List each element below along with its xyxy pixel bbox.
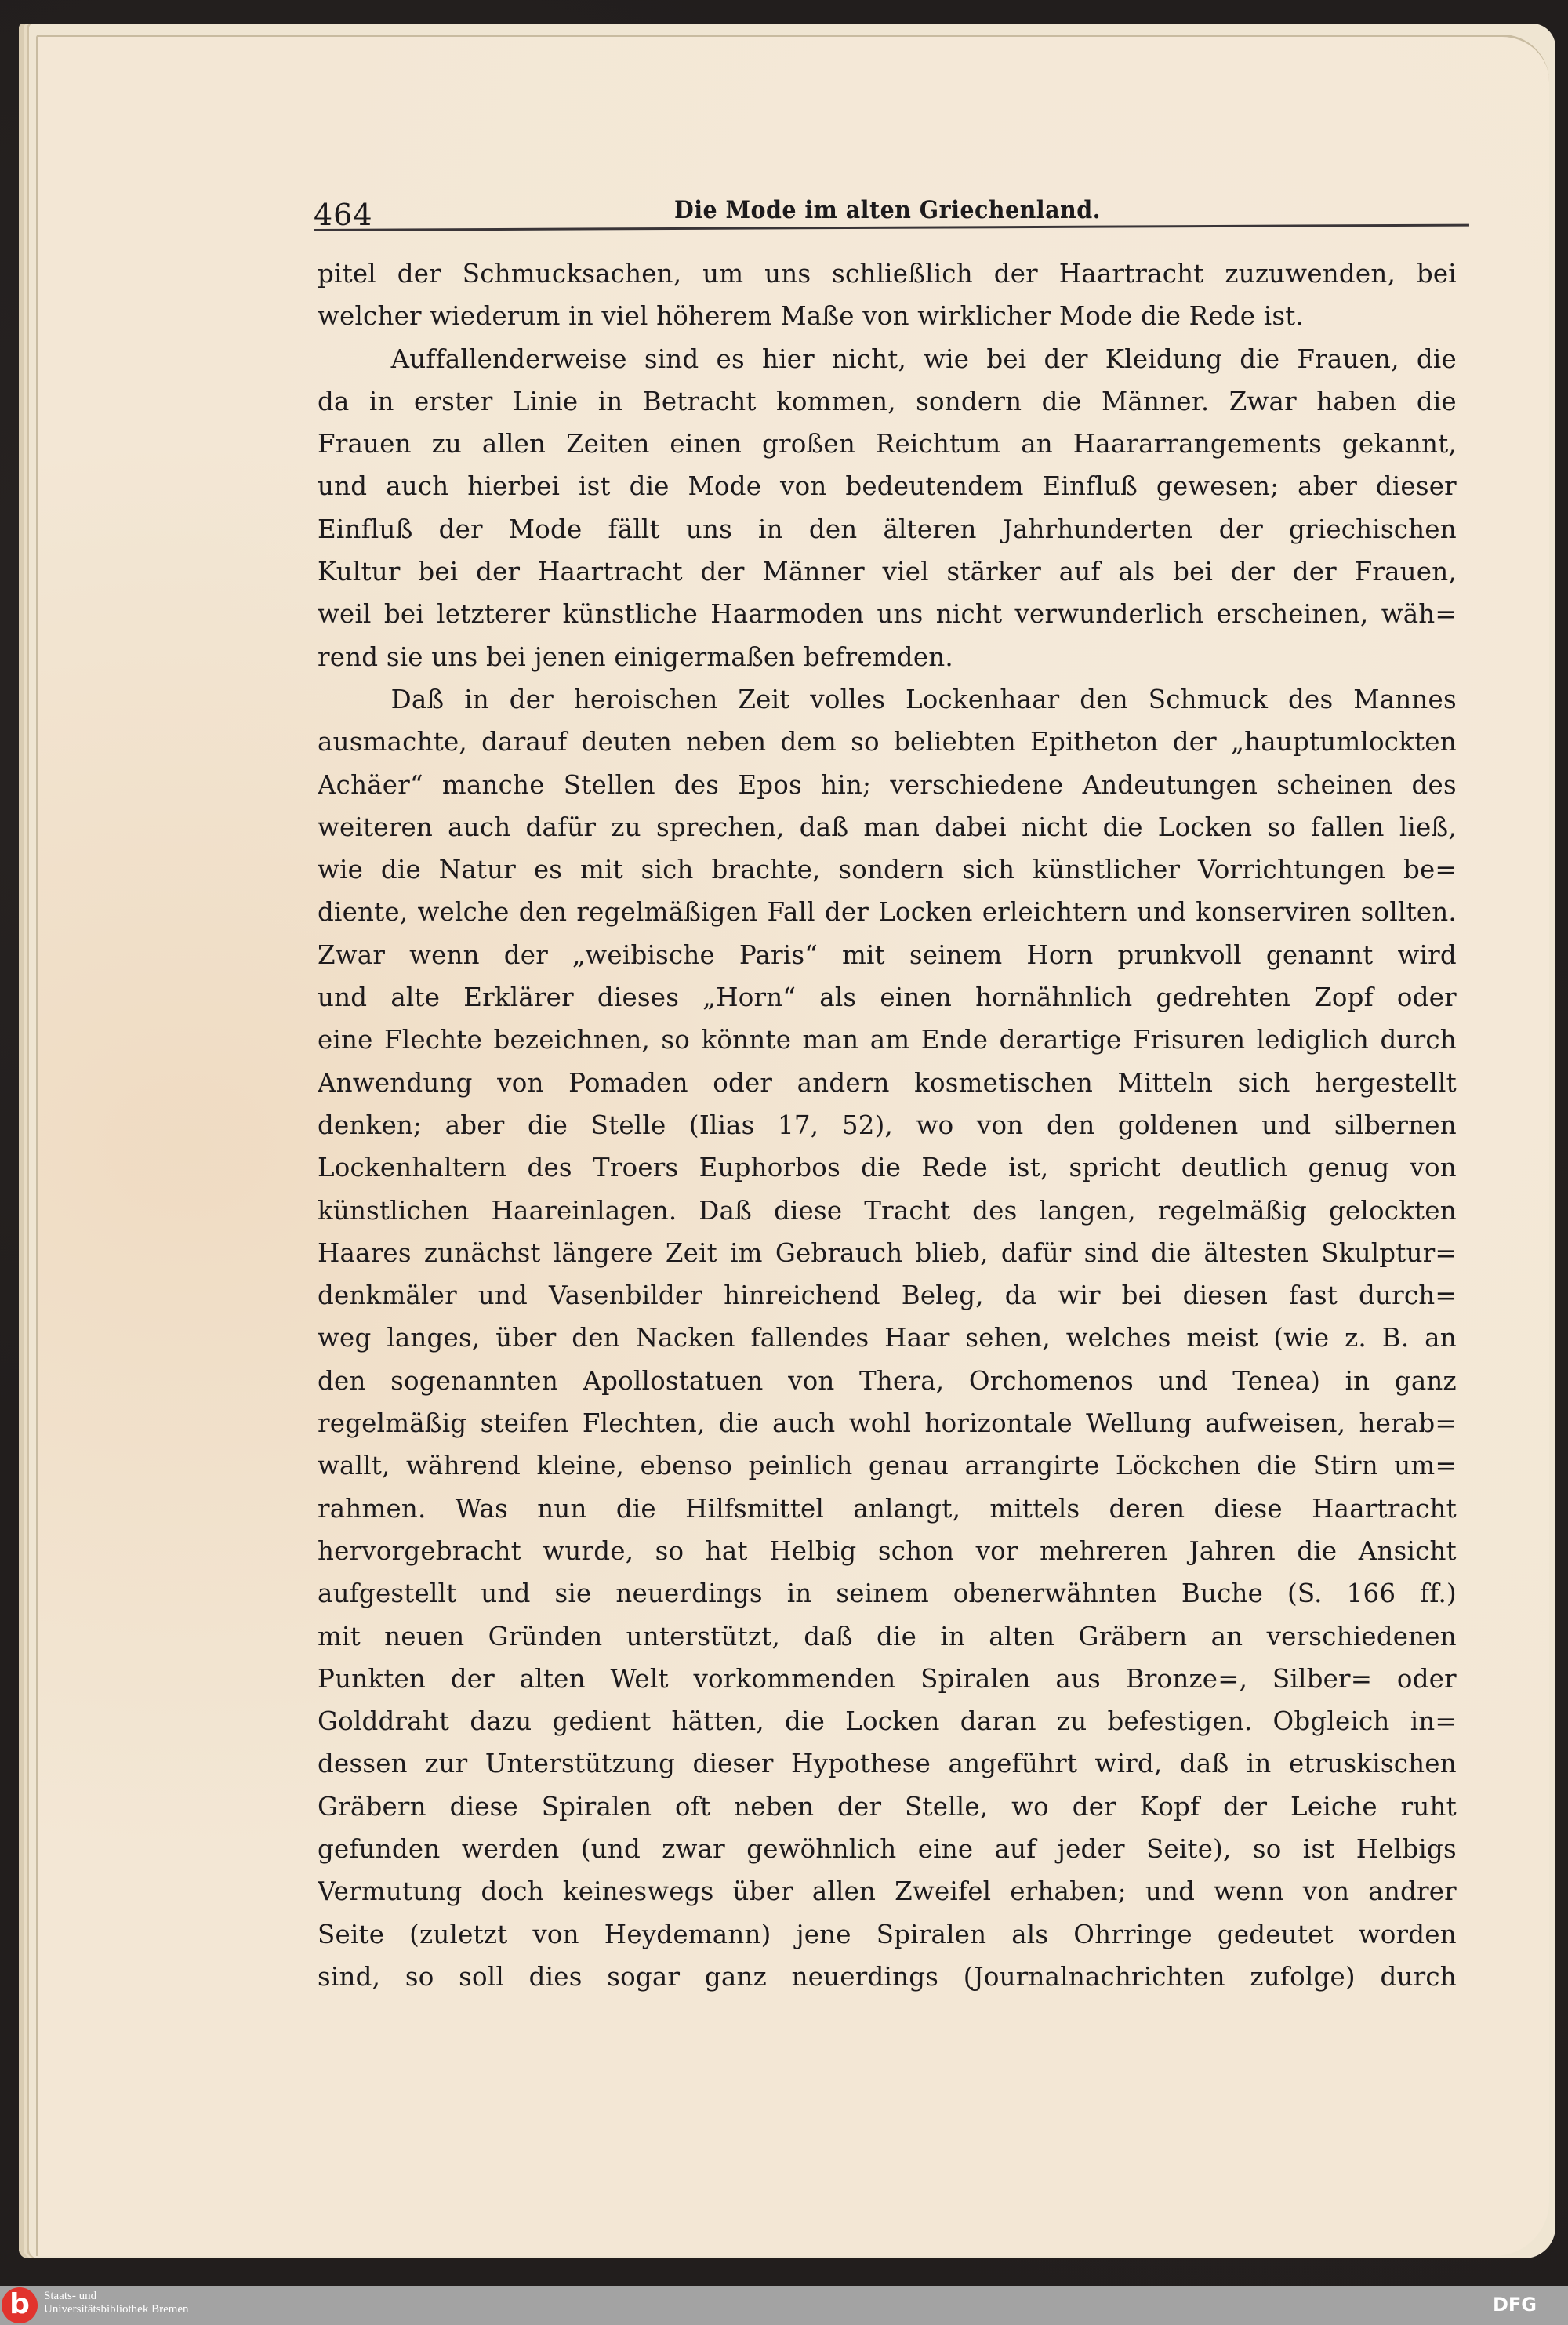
library-name-line1: Staats- und	[44, 2290, 97, 2302]
text-line: rend sie uns bei jenen einigermaßen befremden.	[318, 641, 953, 672]
text-line: Vermutung doch keineswegs über allen Zweifel erhaben; und wenn von andrer	[318, 1876, 1457, 1907]
text-line: welcher wiederum in viel höherem Maße von wirklicher Mode die Rede ist.	[318, 300, 1305, 332]
library-name[interactable]	[44, 2290, 189, 2316]
footer-bar	[0, 2286, 1568, 2325]
text-line: wie die Natur es mit sich brachte, sondern sich künstlicher Vorrichtungen be=	[318, 854, 1457, 885]
text-line: Zwar wenn der „weibische Paris“ mit seinem Horn prunkvoll genannt wird	[318, 939, 1457, 970]
text-line: und auch hierbei ist die Mode von bedeutendem Einfluß gewesen; aber dieser	[318, 470, 1457, 502]
text-line: Haares zunächst längere Zeit im Gebrauch blieb, dafür sind die ältesten Skulptur=	[318, 1237, 1457, 1268]
text-line: Gräbern diese Spiralen oft neben der Stelle, wo der Kopf der Leiche ruht	[318, 1790, 1457, 1822]
text-line: Achäer“ manche Stellen des Epos hin; verschiedene Andeutungen scheinen des	[318, 768, 1457, 800]
text-line: regelmäßig steifen Flechten, die auch wohl horizontale Wellung aufweisen, herab=	[318, 1408, 1457, 1439]
body-text	[318, 252, 1474, 1998]
running-title: Die Mode im alten Griechenland.	[674, 196, 1102, 224]
text-line: eine Flechte bezeichnen, so könnte man am Ende derartige Frisuren lediglich durch	[318, 1024, 1457, 1055]
dfg-logo[interactable]: DFG	[1492, 2294, 1537, 2316]
text-line: Auffallenderweise sind es hier nicht, wie bei der Kleidung die Frauen, die	[390, 343, 1457, 374]
text-line: pitel der Schmucksachen, um uns schließlich der Haartracht zuzuwenden, bei	[318, 258, 1457, 289]
text-line: diente, welche den regelmäßigen Fall der Locken erleichtern und konserviren sollten.	[318, 896, 1457, 928]
text-line: denken; aber die Stelle (Ilias 17, 52), wo von den goldenen und silbernen	[318, 1109, 1457, 1140]
text-line: mit neuen Gründen unterstützt, daß die in alten Gräbern an verschiedenen	[318, 1620, 1457, 1651]
text-line: Golddraht dazu gedient hätten, die Locken daran zu befestigen. Obgleich in=	[318, 1706, 1457, 1737]
text-line: künstlichen Haareinlagen. Daß diese Tracht des langen, regelmäßig gelockten	[318, 1194, 1457, 1226]
text-line: Frauen zu allen Zeiten einen großen Reichtum an Haararrangements gekannt,	[318, 428, 1457, 460]
library-name-line2: Universitätsbibliothek Bremen	[44, 2303, 189, 2316]
text-line: Lockenhaltern des Troers Euphorbos die Rede ist, spricht deutlich genug von	[318, 1152, 1457, 1183]
text-line: Seite (zuletzt von Heydemann) jene Spiralen als Ohrringe gedeutet worden	[318, 1918, 1457, 1949]
text-line: gefunden werden (und zwar gewöhnlich eine auf jeder Seite), so ist Helbigs	[318, 1833, 1457, 1864]
text-line: Anwendung von Pomaden oder andern kosmetischen Mitteln sich hergestellt	[318, 1066, 1457, 1098]
page-number: 464	[314, 198, 373, 232]
text-line: denkmäler und Vasenbilder hinreichend Beleg, da wir bei diesen fast durch=	[318, 1280, 1457, 1311]
text-line: dessen zur Unterstützung dieser Hypothese angeführt wird, daß in etruskischen	[318, 1748, 1457, 1779]
text-line: weg langes, über den Nacken fallendes Haar sehen, welches meist (wie z. B. an	[318, 1322, 1457, 1353]
text-line: aufgestellt und sie neuerdings in seinem obenerwähnten Buche (S. 166 ff.)	[318, 1578, 1457, 1609]
text-line: Einfluß der Mode fällt uns in den älteren Jahrhunderten der griechischen	[318, 513, 1457, 544]
text-line: weil bei letzterer künstliche Haarmoden uns nicht verwunderlich erscheinen, wäh=	[318, 598, 1457, 630]
text-line: den sogenannten Apollostatuen von Thera, Orchomenos und Tenea) in ganz	[318, 1364, 1457, 1396]
text-line: und alte Erklärer dieses „Horn“ als einen hornähnlich gedrehten Zopf oder	[318, 982, 1457, 1013]
library-logo-icon[interactable]: b	[2, 2287, 38, 2323]
text-line: Daß in der heroischen Zeit volles Lockenhaar den Schmuck des Mannes	[390, 683, 1457, 714]
text-line: Punkten der alten Welt vorkommenden Spiralen aus Bronze=, Silber= oder	[318, 1662, 1457, 1694]
text-line: da in erster Linie in Betracht kommen, sondern die Männer. Zwar haben die	[318, 385, 1457, 416]
text-line: ausmachte, darauf deuten neben dem so beliebten Epitheton der „hauptumlockten	[318, 726, 1457, 757]
text-line: wallt, während kleine, ebenso peinlich genau arrangirte Löckchen die Stirn um=	[318, 1450, 1457, 1481]
text-line: sind, so soll dies sogar ganz neuerdings (Journalnachrichten zufolge) durch	[318, 1960, 1457, 1992]
text-line: Kultur bei der Haartracht der Männer viel stärker auf als bei der der Frauen,	[318, 556, 1457, 587]
text-line: rahmen. Was nun die Hilfsmittel anlangt, mittels deren diese Haartracht	[318, 1492, 1457, 1524]
page-edge-line	[36, 37, 38, 2256]
text-line: hervorgebracht wurde, so hat Helbig schon vor mehreren Jahren die Ansicht	[318, 1535, 1457, 1566]
text-line: weiteren auch dafür zu sprechen, daß man dabei nicht die Locken so fallen ließ,	[318, 811, 1457, 842]
